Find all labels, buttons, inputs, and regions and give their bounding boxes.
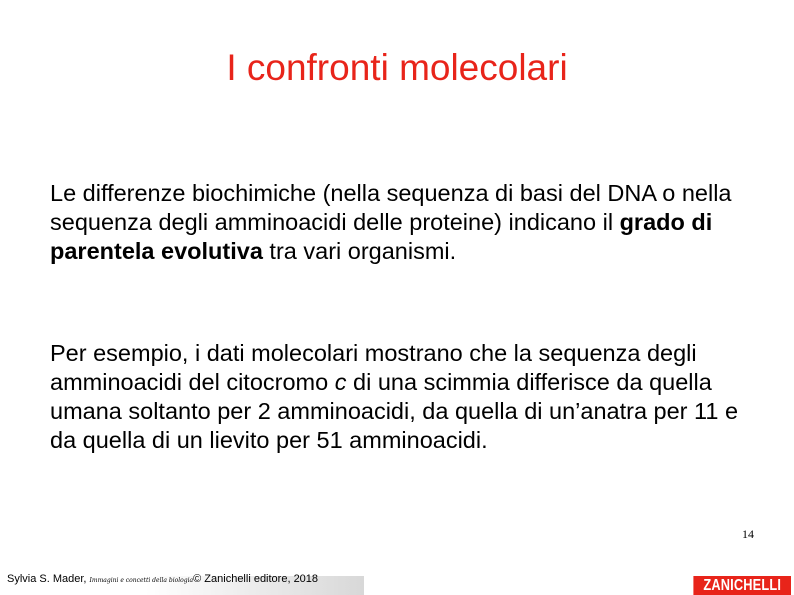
slide-title: I confronti molecolari xyxy=(226,47,568,88)
footer-book-title: Immagini e concetti della biologia xyxy=(89,577,194,584)
paragraph-1-text: Le differenze biochimiche (nella sequenza di basi del DNA o nella sequenza degli amminoacidi delle proteine) indicano il xyxy=(50,180,732,235)
footer-credit xyxy=(7,572,318,588)
page-number: 14 xyxy=(742,527,754,541)
footer-author: Sylvia S. Mader, xyxy=(7,573,90,585)
paragraph-2-italic: c xyxy=(334,369,347,395)
paragraph-1-bold: grado di parentela evolutiva xyxy=(50,209,713,264)
zanichelli-logo: ZANICHELLI xyxy=(693,576,791,595)
paragraph-2 xyxy=(50,339,770,455)
footer-copyright: © Zanichelli editore, 2018 xyxy=(193,573,319,585)
paragraph-1-text-end: tra vari organismi. xyxy=(262,238,457,264)
paragraph-2-text-end: di una scimmia differisce da quella umana soltanto per 2 amminoacidi, da quella di un’anatra per 11 e da quella di un lievito per 51 amminoacidi. xyxy=(50,369,739,453)
paragraph-2-text: Per esempio, i dati molecolari mostrano che la sequenza degli amminoacidi del citocromo xyxy=(50,340,697,395)
paragraph-1 xyxy=(50,179,770,266)
